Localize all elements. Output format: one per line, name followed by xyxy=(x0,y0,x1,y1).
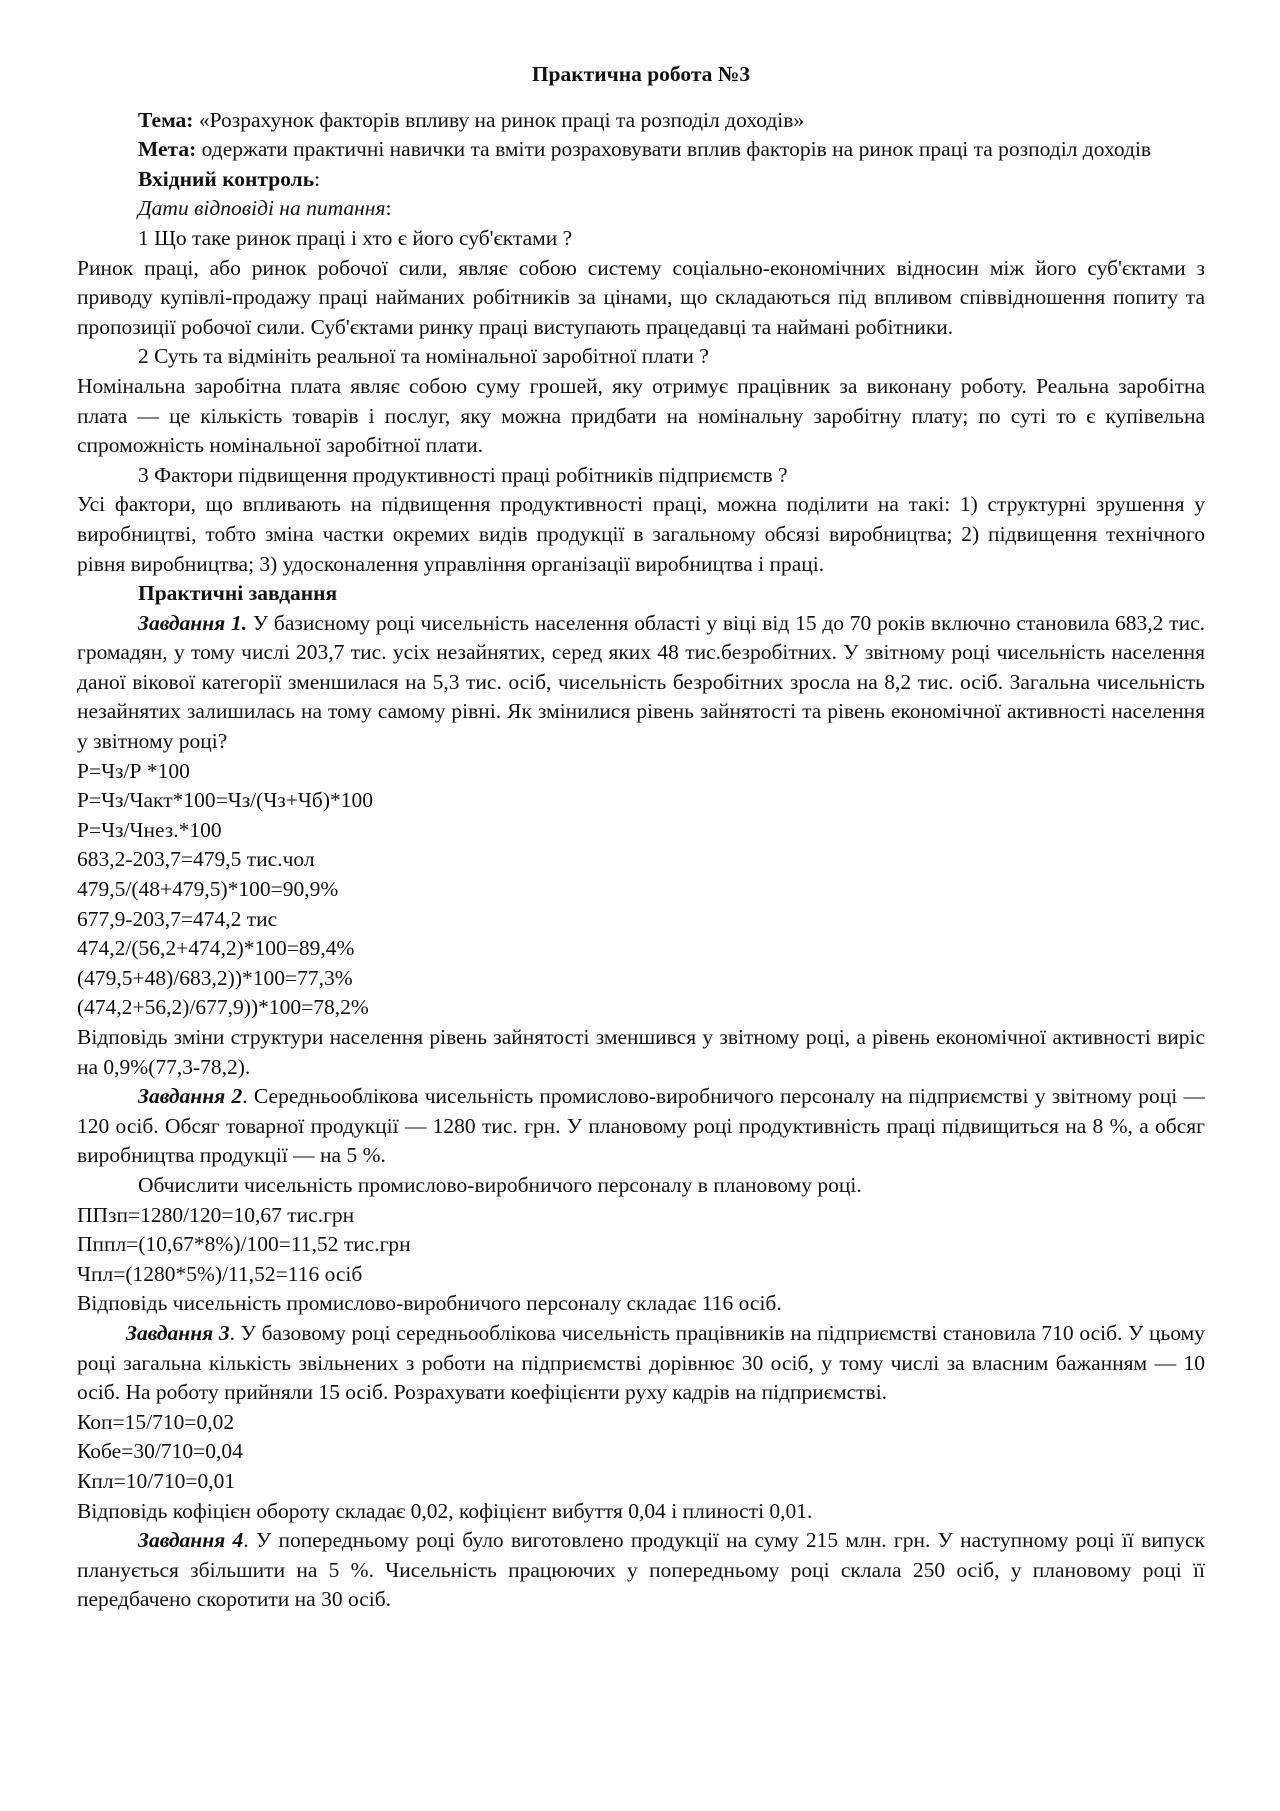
question-1: 1 Що таке ринок праці і хто є його суб'єктами ? xyxy=(138,225,573,250)
topic-paragraph xyxy=(77,106,1205,136)
task-2-answer: Відповідь чисельність промислово-виробничого персоналу складає 116 осіб. xyxy=(77,1291,782,1316)
topic-label: Тема: xyxy=(138,107,194,132)
goal-paragraph xyxy=(77,135,1205,165)
task-3-line: Кобе=30/710=0,04 xyxy=(77,1439,243,1464)
task-2-line: ППзп=1280/120=10,67 тис.грн xyxy=(77,1202,355,1227)
task-1-line: Р=Чз/Р *100 xyxy=(77,758,190,783)
answer-questions-colon: : xyxy=(385,196,392,221)
answer-2: Номінальна заробітна плата являє собою суму грошей, яку отримує працівник за виконану роботу. Реальна заробітна плата — це кількість товарів і послуг, яку можна придбати на номінальну заробітну плату; по суті то є купівельна спроможність номінальної заробітної плати. xyxy=(77,373,1205,458)
task-3-text: . У базовому році середньооблікова чисельність працівників на підприємстві становила 710 осіб. У цьому році загальна кількість звільнених з роботи на підприємстві дорівнює 30 осіб, у тому числі за власним бажанням — 10 осіб. На роботу прийняли 15 осіб. Розрахувати коефіцієнти руху кадрів на підприємстві. xyxy=(77,1320,1205,1405)
question-3: 3 Фактори підвищення продуктивності праці робітників підприємств ? xyxy=(138,462,788,487)
task-1-statement xyxy=(77,609,1205,757)
task-2-statement xyxy=(77,1082,1205,1171)
task-1-label: Завдання 1. xyxy=(138,610,248,635)
task-1-text: У базисному році чисельність населення області у віці від 15 до 70 років включно становила 683,2 тис. громадян, у тому числі 203,7 тис. усіх незайнятих, серед яких 48 тис.безробітних. У звітному році чисельність населення даної вікової категорії зменшилася на 5,3 тис. осіб, чисельність безробітних зросла на 8,2 тис. осіб. Загальна чисельність незайнятих залишилась на тому самому рівні. Як змінилися рівень зайнятості та рівень економічної активності населення у звітному році? xyxy=(77,610,1206,754)
task-1-line: 677,9-203,7=474,2 тис xyxy=(77,906,278,931)
task-2-label: Завдання 2 xyxy=(138,1084,243,1109)
entry-control-label: Вхідний контроль xyxy=(138,166,315,191)
task-1-line: 479,5/(48+479,5)*100=90,9% xyxy=(77,877,339,902)
entry-control-colon: : xyxy=(314,166,321,191)
task-3-label: Завдання 3 xyxy=(126,1320,230,1345)
task-3-line: Коп=15/710=0,02 xyxy=(77,1409,235,1434)
task-4-text: . У попередньому році було виготовлено продукції на суму 215 млн. грн. У наступному році її випуск планується збільшити на 5 %. Чисельність працюючих у попередньому році склала 250 осіб, у плановому році її передбачено скоротити на 30 осіб. xyxy=(77,1528,1206,1612)
task-1-line: (479,5+48)/683,2))*100=77,3% xyxy=(77,965,353,990)
task-3-statement xyxy=(77,1319,1205,1408)
entry-control-heading xyxy=(77,165,1205,195)
question-2: 2 Суть та відмініть реальної та номінальної заробітної плати ? xyxy=(138,344,709,369)
task-2-compute: Обчислити чисельність промислово-виробничого персоналу в плановому році. xyxy=(138,1172,862,1197)
goal-label: Мета: xyxy=(138,137,197,162)
task-1-line: (474,2+56,2)/677,9))*100=78,2% xyxy=(77,995,369,1020)
task-1-line: Р=Чз/Чнез.*100 xyxy=(77,817,222,842)
task-2-text: . Середньооблікова чисельність промислово-виробничого персоналу на підприємстві у звітному році — 120 осіб. Обсяг товарної продукції — 1280 тис. грн. У плановому році продуктивність праці підвищиться на 8 %, а обсяг виробництва продукції — на 5 %. xyxy=(77,1084,1206,1168)
answer-1: Ринок праці, або ринок робочої сили, являє собою систему соціально-економічних відносин між його суб'єктами з приводу купівлі-продажу праці найманих робітників за цінами, що складаються під впливом співвідношення попиту та пропозиції робочої сили. Суб'єктами ринку праці виступають працедавці та наймані робітники. xyxy=(77,255,1205,339)
task-3-answer: Відповідь кофіцієн обороту складає 0,02, кофіцієнт вибуття 0,04 і плиності 0,01. xyxy=(77,1498,813,1523)
task-1-line: 474,2/(56,2+474,2)*100=89,4% xyxy=(77,936,355,961)
goal-text: одержати практичні навички та вміти розраховувати вплив факторів на ринок праці та розподіл доходів xyxy=(196,137,1152,162)
task-2-line: Пппл=(10,67*8%)/100=11,52 тис.грн xyxy=(77,1232,411,1257)
task-4-label: Завдання 4 xyxy=(138,1528,244,1553)
task-1-line: 683,2-203,7=479,5 тис.чол xyxy=(77,847,315,872)
document-title: Практична робота №3 xyxy=(531,62,751,86)
task-1-answer: Відповідь зміни структури населення рівень зайнятості зменшився у звітному році, а рівень економічної активності виріс на 0,9%(77,3-78,2). xyxy=(77,1025,1205,1079)
task-2-line: Чпл=(1280*5%)/11,52=116 осіб xyxy=(77,1261,363,1286)
task-1-line: Р=Чз/Чакт*100=Чз/(Чз+Чб)*100 xyxy=(77,788,373,813)
answer-3: Усі фактори, що впливають на підвищення продуктивності праці, можна поділити на такі: 1) структурні зрушення у виробництві, тобто зміна частки окремих видів продукції в загальному обсязі виробництва; 2) підвищення технічного рівня виробництва; 3) удосконалення управління організації виробництва і праці. xyxy=(77,492,1205,576)
practical-tasks-heading: Практичні завдання xyxy=(138,581,338,606)
answer-questions-heading xyxy=(77,194,1205,224)
task-3-line: Кпл=10/710=0,01 xyxy=(77,1468,236,1493)
topic-text: «Розрахунок факторів впливу на ринок праці та розподіл доходів» xyxy=(193,107,805,132)
task-4-statement xyxy=(77,1526,1205,1615)
answer-questions-label: Дати відповіді на питання xyxy=(138,196,386,221)
